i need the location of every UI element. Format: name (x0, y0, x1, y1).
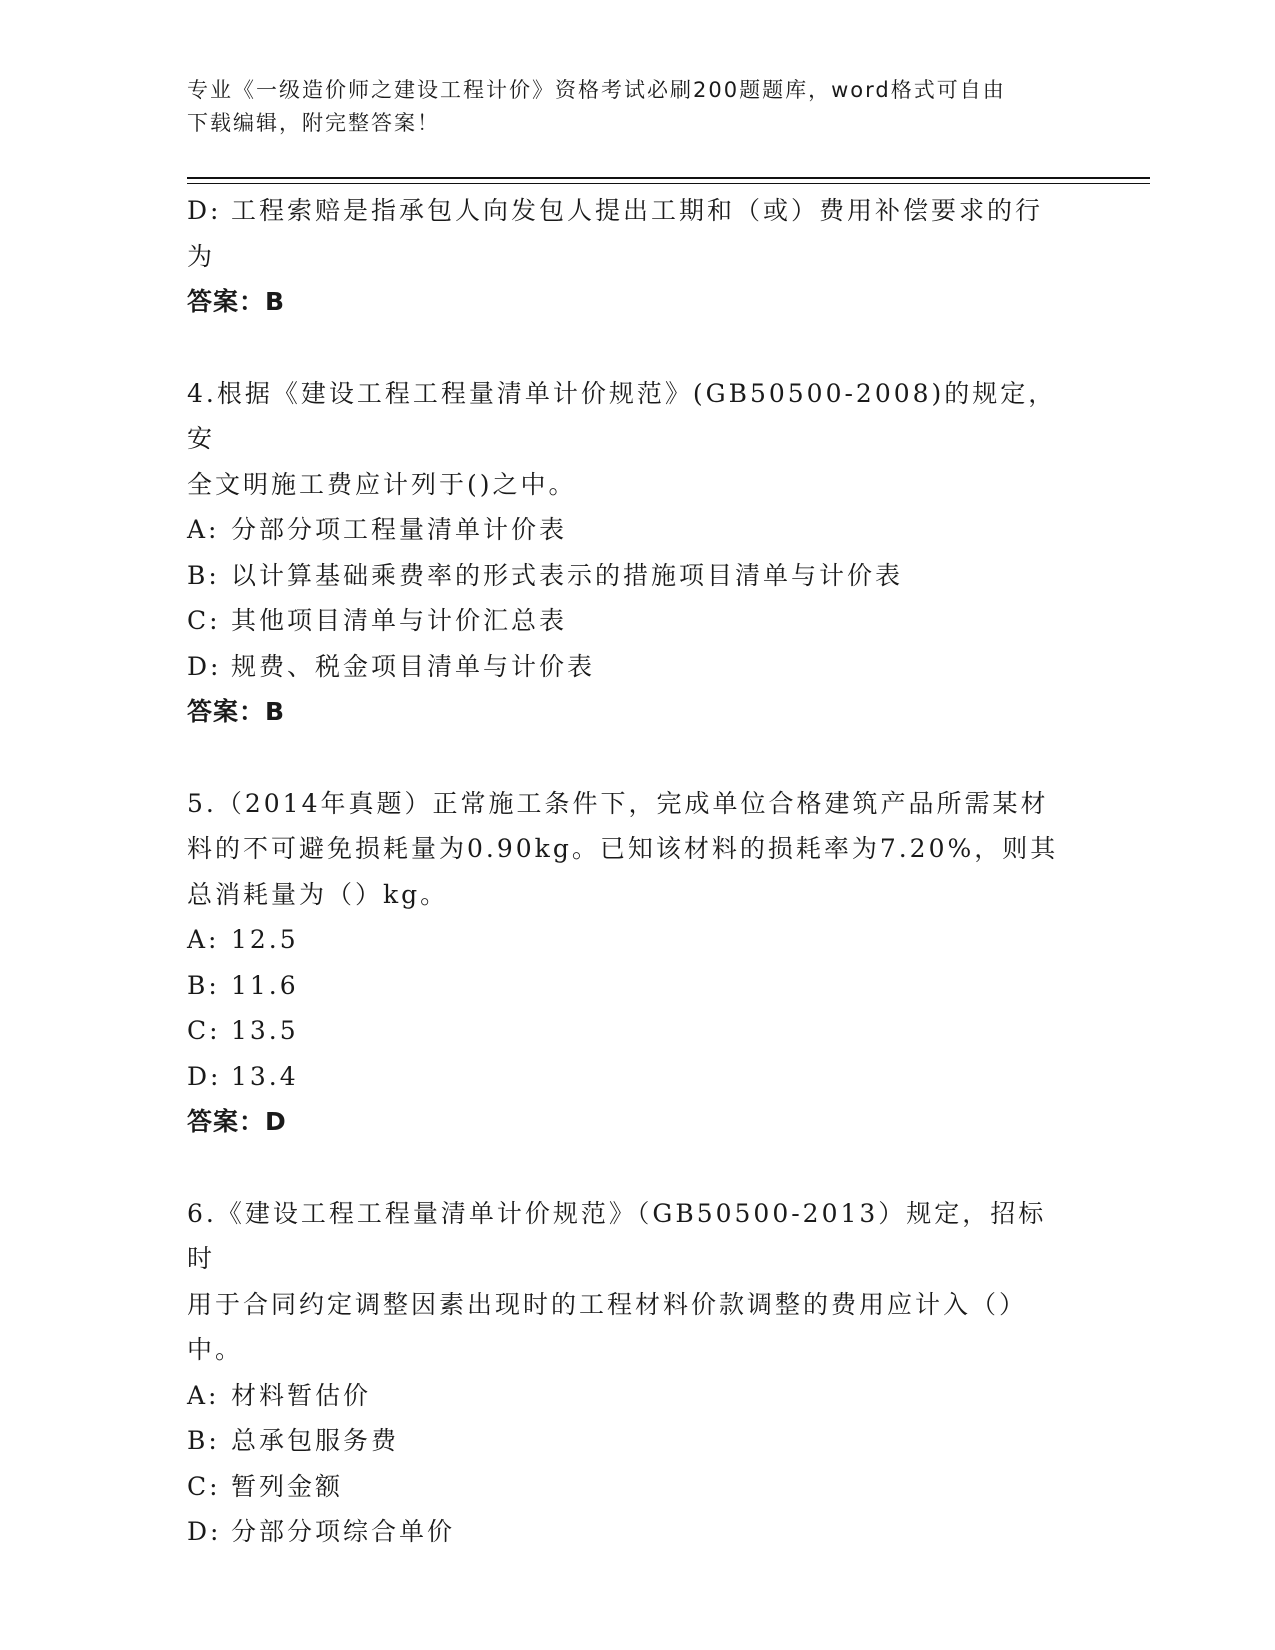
header-rule-thin (187, 183, 1150, 184)
option-label: A: (187, 515, 220, 544)
document-body (187, 188, 1067, 1555)
option-b (187, 963, 1067, 1009)
option-text: 总承包服务费 (231, 1426, 400, 1455)
option-label: C: (187, 1016, 221, 1045)
option-text: 13.4 (231, 1061, 299, 1091)
question-stem: 料的不可避免损耗量为0.90kg。已知该材料的损耗率为7.20%，则其 (187, 834, 1059, 863)
option-text: 其他项目清单与计价汇总表 (231, 606, 568, 635)
option-a (187, 1373, 1067, 1419)
question-stem: 全文明施工费应计列于()之中。 (187, 469, 577, 499)
option-text: 工程索赔是指承包人向发包人提出工期和（或）费用补偿要求的行 (231, 196, 1044, 225)
answer: 答案：B (187, 697, 286, 726)
header-line-1: 专业《一级造价师之建设工程计价》资格考试必刷200题题库，word格式可自由 (187, 78, 1006, 102)
spacer (187, 325, 1067, 371)
option-d (187, 644, 1067, 690)
option-label: B: (187, 970, 220, 1000)
option-text: 13.5 (231, 1016, 299, 1045)
option-d-continued: 为 (187, 241, 216, 271)
question-4 (187, 371, 1067, 735)
option-text: 分部分项综合单价 (231, 1517, 456, 1546)
option-label: B: (187, 560, 220, 590)
option-text: 11.6 (231, 970, 299, 1000)
option-label: C: (187, 1471, 221, 1501)
question-stem: 5.（2014年真题）正常施工条件下，完成单位合格建筑产品所需某材 (187, 788, 1049, 818)
question-stem: 4.根据《建设工程工程量清单计价规范》(GB50500-2008)的规定，安 (187, 378, 1057, 453)
answer: 答案：D (187, 1107, 287, 1136)
option-label: A: (187, 1380, 220, 1410)
spacer (187, 1145, 1067, 1191)
option-text: 分部分项工程量清单计价表 (231, 515, 568, 544)
header-rule-thick (187, 177, 1150, 179)
document-header (187, 74, 1087, 140)
question-6 (187, 1191, 1067, 1555)
option-text: 规费、税金项目清单与计价表 (231, 651, 596, 681)
option-label: D: (187, 1517, 222, 1546)
option-text: 暂列金额 (231, 1471, 344, 1501)
option-b (187, 553, 1067, 599)
question-5 (187, 781, 1067, 1145)
option-d (187, 1054, 1067, 1100)
option-label: B: (187, 1426, 220, 1455)
question-stem: 中。 (187, 1335, 244, 1364)
option-c (187, 598, 1067, 644)
option-label: A: (187, 925, 220, 954)
option-c (187, 1464, 1067, 1510)
question-3-tail (187, 188, 1067, 325)
option-d (187, 1509, 1067, 1555)
option-c (187, 1008, 1067, 1054)
option-label: D: (187, 1061, 222, 1091)
question-stem: 用于合同约定调整因素出现时的工程材料价款调整的费用应计入（） (187, 1289, 1028, 1319)
option-label: C: (187, 606, 221, 635)
answer: 答案：B (187, 287, 286, 316)
spacer (187, 735, 1067, 781)
option-label: D: (187, 651, 222, 681)
question-stem: 总消耗量为（）kg。 (187, 879, 449, 909)
header-line-2: 下载编辑，附完整答案！ (187, 111, 440, 135)
option-text: 以计算基础乘费率的形式表示的措施项目清单与计价表 (231, 560, 904, 590)
option-a (187, 917, 1067, 963)
option-d (187, 188, 1067, 234)
option-a (187, 507, 1067, 553)
option-b (187, 1418, 1067, 1464)
option-label: D: (187, 196, 222, 225)
question-stem: 6.《建设工程工程量清单计价规范》（GB50500-2013）规定，招标时 (187, 1198, 1047, 1273)
option-text: 材料暂估价 (231, 1380, 372, 1410)
option-text: 12.5 (231, 925, 299, 954)
